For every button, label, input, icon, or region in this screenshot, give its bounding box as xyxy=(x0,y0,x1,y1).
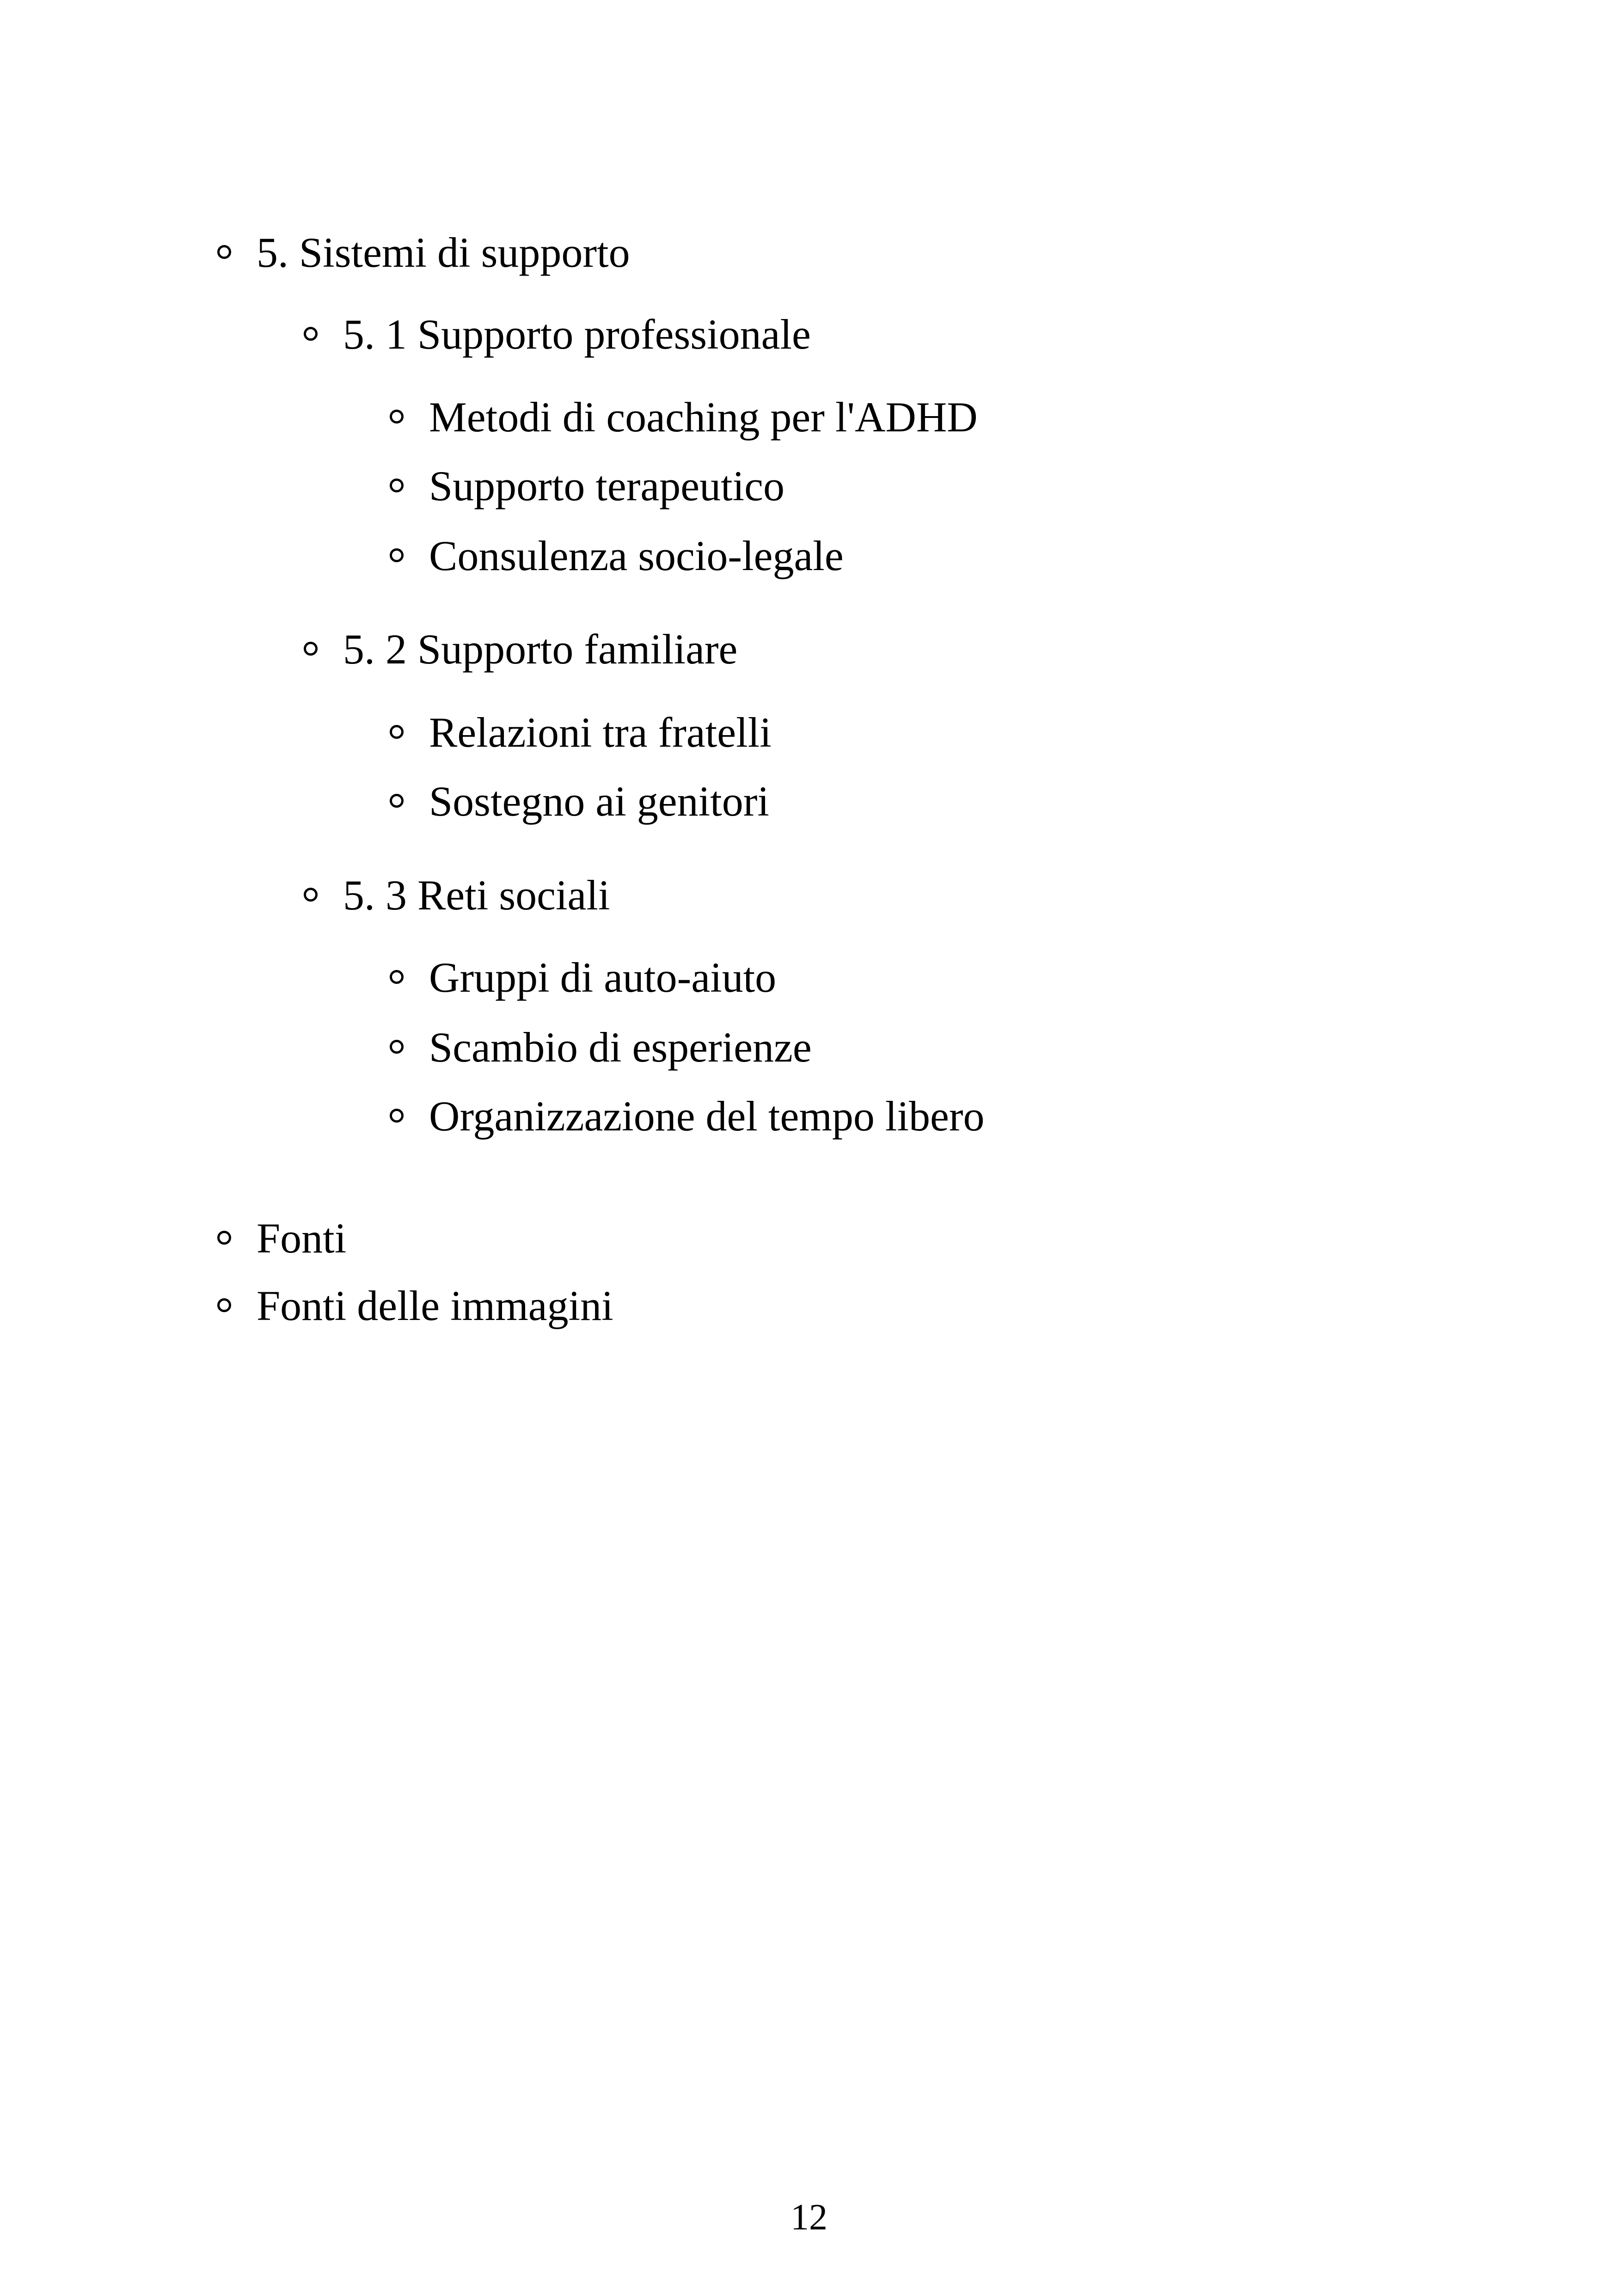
toc-item: Scambio di esperienze xyxy=(429,1024,812,1071)
toc-section-5: 5. Sistemi di supporto xyxy=(257,229,630,276)
toc-subsection-5-1: 5. 1 Supporto professionale xyxy=(343,311,811,358)
bullet-circle-icon xyxy=(304,888,318,902)
toc-item: Sostegno ai genitori xyxy=(429,778,769,825)
toc-item: Organizzazione del tempo libero xyxy=(429,1093,985,1140)
page-number: 12 xyxy=(791,2197,827,2238)
toc-item: Gruppi di auto-aiuto xyxy=(429,954,777,1001)
bullet-circle-icon xyxy=(217,245,231,259)
toc-item: Metodi di coaching per l'ADHD xyxy=(429,393,978,441)
bullet-circle-icon xyxy=(390,548,404,562)
bullet-circle-icon xyxy=(390,794,404,808)
bullet-circle-icon xyxy=(390,970,404,984)
bullet-circle-icon xyxy=(390,410,404,424)
toc-item: Relazioni tra fratelli xyxy=(429,709,772,756)
bullet-circle-icon xyxy=(217,1231,231,1245)
toc-subsection-5-2: 5. 2 Supporto familiare xyxy=(343,626,738,673)
toc-fonti: Fonti xyxy=(257,1215,347,1262)
bullet-circle-icon xyxy=(390,479,404,492)
toc-subsection-5-3: 5. 3 Reti sociali xyxy=(343,872,610,919)
toc-item: Consulenza socio-legale xyxy=(429,532,844,579)
toc-fonti-immagini: Fonti delle immagini xyxy=(257,1282,613,1329)
bullet-circle-icon xyxy=(304,327,318,341)
bullet-circle-icon xyxy=(217,1298,231,1312)
toc-item: Supporto terapeutico xyxy=(429,462,785,510)
bullet-circle-icon xyxy=(390,1040,404,1054)
bullet-circle-icon xyxy=(390,725,404,739)
bullet-circle-icon xyxy=(390,1109,404,1123)
bullet-circle-icon xyxy=(304,642,318,656)
